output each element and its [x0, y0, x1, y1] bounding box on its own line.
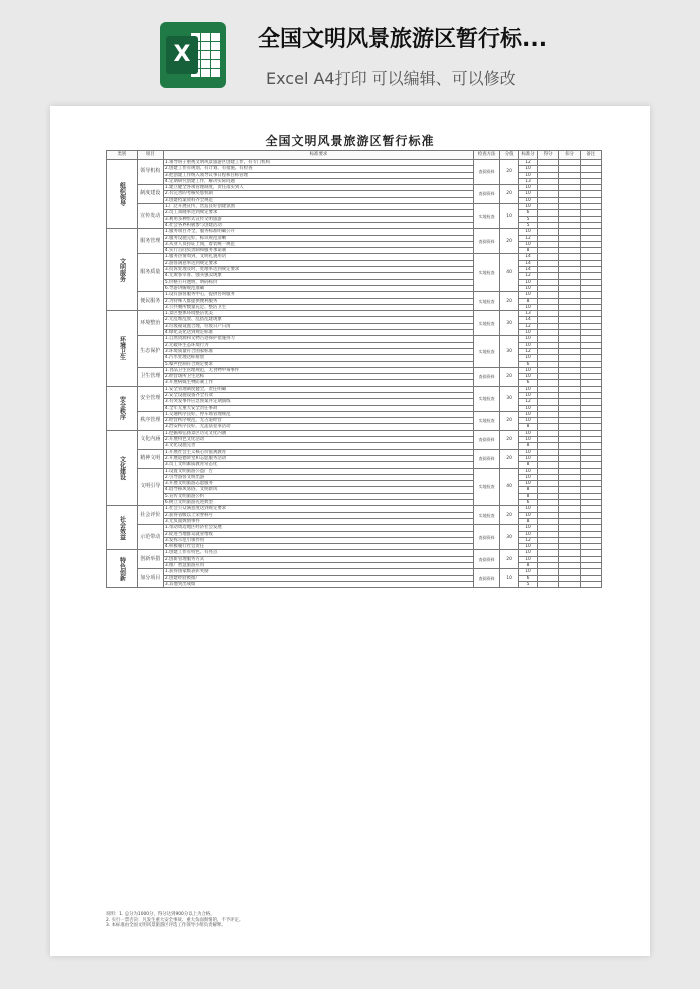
page-header: [0, 0, 700, 100]
requirement-number: 2.: [164, 317, 170, 323]
col-got: 得分: [538, 151, 559, 160]
requirement-text: 挖掘和弘扬景区历史文化内涵: [169, 430, 227, 436]
requirement-text: 服务项目齐全，服务标准明确公开: [169, 229, 235, 235]
requirement-number: 4.: [164, 248, 170, 254]
points-cell: 10: [519, 405, 538, 411]
requirement-text: 全年无重大安全责任事故: [169, 405, 218, 411]
requirement-text: 建立健全各项管理制度，责任落实到人: [169, 185, 244, 191]
requirement-text: 社会各界积极参与创建活动: [169, 222, 222, 228]
requirement-number: 1.: [164, 254, 170, 260]
category-cell: 环境卫生: [107, 311, 138, 387]
requirement-text: 开展病媒生物防制工作: [169, 380, 213, 386]
requirement-number: 3.: [164, 304, 170, 310]
requirement-text: 员工知晓率达到规定要求: [169, 210, 218, 216]
method-cell: 查阅资料: [474, 569, 500, 588]
points-cell: 10: [519, 474, 538, 480]
item-cell: 生态保护: [137, 336, 163, 367]
score-cell: 20: [500, 449, 519, 468]
document-title: 全国文明风景旅游区暂行标准: [265, 134, 435, 148]
points-cell: 10: [519, 386, 538, 392]
requirement-number: 2.: [164, 166, 170, 172]
requirement-text: 促进当地群众就业增收: [169, 531, 213, 537]
requirement-text: 积极履行社会责任: [169, 544, 205, 550]
points-cell: 10: [519, 229, 538, 235]
requirement-number: 3.: [164, 323, 170, 329]
score-cell: 30: [500, 525, 519, 550]
points-cell: 10: [519, 506, 538, 512]
method-cell: 查阅资料: [474, 367, 500, 386]
method-cell: 查阅资料: [474, 449, 500, 468]
requirement-text: 领导班子重视文明风景旅游区创建工作，有专门机构: [169, 160, 271, 165]
requirement-number: 2.: [164, 374, 170, 380]
requirement-number: 1.: [164, 430, 170, 436]
col-score: 分值: [500, 151, 519, 160]
category-cell: 文化建设: [107, 430, 138, 506]
requirement-text: 垃圾箱设置合理，垃圾日产日清: [169, 323, 231, 329]
requirement-text: 经营秩序规范，无占道经营: [169, 418, 222, 424]
requirement-text: 治安秩序良好，无违法犯罪活动: [169, 424, 231, 430]
requirement-text: 带动周边地区经济社会发展: [169, 525, 222, 531]
table-body: [107, 160, 602, 588]
score-cell: 20: [500, 185, 519, 204]
requirement-text: 引导游客文明出游: [169, 474, 205, 480]
requirement-text: 噪声控制符合规定要求: [169, 361, 213, 367]
points-cell: 10: [519, 437, 538, 443]
points-cell: 10: [519, 468, 538, 474]
requirement-number: 4.: [164, 405, 170, 411]
points-cell: 6: [519, 380, 538, 386]
got-cell[interactable]: [538, 581, 559, 587]
points-cell: 10: [519, 374, 538, 380]
requirement-number: 3.: [164, 216, 170, 222]
score-cell: 40: [500, 254, 519, 292]
points-cell: 12: [519, 323, 538, 329]
col-category: 类别: [107, 151, 138, 160]
requirement-number: 6.: [164, 500, 170, 506]
item-cell: 精神文明: [137, 449, 163, 468]
requirement-number: 3.: [164, 348, 170, 354]
requirement-number: 2.: [164, 342, 170, 348]
requirement-number: 1.: [164, 185, 170, 191]
points-cell: 10: [519, 512, 538, 518]
points-cell: 8: [519, 462, 538, 468]
requirement-text: 利用多种形式宣传文明旅游: [169, 216, 222, 222]
requirement-number: 6.: [164, 285, 170, 291]
score-cell: 40: [500, 468, 519, 506]
requirement-number: 5.: [164, 361, 170, 367]
requirement-number: 3.: [164, 563, 170, 568]
requirement-number: 1.: [164, 160, 170, 165]
requirement-text: 文化设施完善: [169, 443, 196, 449]
table-header-row: [107, 151, 602, 160]
points-cell: 10: [519, 285, 538, 291]
points-cell: 8: [519, 298, 538, 304]
requirement-number: 5.: [164, 279, 170, 285]
points-cell: 10: [519, 355, 538, 361]
requirement-number: 1.: [164, 204, 170, 210]
requirement-text: 树立文明旅游先进典型: [169, 500, 213, 506]
requirement-number: 2.: [164, 474, 170, 480]
requirement-text: 投诉处理及时，处理率达到规定要求: [169, 267, 240, 273]
standards-table: [106, 150, 602, 588]
item-cell: 安全管理: [137, 386, 163, 411]
method-cell: 实地检查: [474, 336, 500, 367]
requirement-text: 广泛开展宣传，营造良好创建氛围: [169, 204, 235, 210]
method-cell: 实地检查: [474, 506, 500, 525]
points-cell: 14: [519, 260, 538, 266]
points-cell: 10: [519, 392, 538, 398]
requirement-text: 污水处理达标排放: [169, 355, 205, 361]
points-cell: 12: [519, 273, 538, 279]
points-cell: 12: [519, 348, 538, 354]
points-cell: 10: [519, 197, 538, 203]
requirement-text: 社会公众满意度达到规定要求: [169, 506, 227, 512]
points-cell: 12: [519, 235, 538, 241]
requirement-number: 2.: [164, 531, 170, 537]
footnote-line: 2. 实行一票否决：凡发生重大安全事故、重大负面舆情的，不予评定。: [106, 917, 244, 923]
requirement-number: 3.: [164, 537, 170, 543]
requirement-number: 2.: [164, 512, 170, 518]
points-cell: 5: [519, 216, 538, 222]
requirement-number: 1.: [164, 569, 170, 575]
requirement-number: 1.: [164, 468, 170, 474]
points-cell: 10: [519, 449, 538, 455]
note-cell[interactable]: [580, 581, 601, 587]
col-standard-score: 标准分: [519, 151, 538, 160]
requirement-number: 2.: [164, 556, 170, 562]
method-cell: 查阅资料: [474, 229, 500, 254]
requirement-number: 4.: [164, 487, 170, 493]
points-cell: 8: [519, 487, 538, 493]
requirement-number: 1.: [164, 525, 170, 531]
item-cell: 文化内涵: [137, 430, 163, 449]
requirement-text: 倡导移风易俗、文明新风: [169, 487, 218, 493]
points-cell: 5: [519, 581, 538, 587]
requirement-cell: [163, 581, 473, 587]
requirement-number: 1.: [164, 367, 170, 373]
points-cell: 10: [519, 525, 538, 531]
points-cell: 6: [519, 361, 538, 367]
requirement-text: 员工文明素质教育常态化: [169, 462, 218, 468]
requirement-text: 服务热情周到，文明礼貌用语: [169, 254, 227, 260]
requirement-number: 2.: [164, 392, 170, 398]
requirement-number: 4.: [164, 330, 170, 336]
score-cell: 20: [500, 506, 519, 525]
requirement-number: 1.: [164, 336, 170, 342]
category-cell: 组织领导: [107, 160, 138, 229]
requirement-number: 1.: [164, 550, 170, 556]
requirement-number: 4.: [164, 544, 170, 550]
points-cell: 10: [519, 481, 538, 487]
points-cell: 10: [519, 455, 538, 461]
points-cell: 6: [519, 500, 538, 506]
requirement-text: 创建经验被推广: [169, 575, 200, 581]
item-cell: 卫生管理: [137, 367, 163, 386]
requirement-number: 4.: [164, 355, 170, 361]
points-cell: 6: [519, 575, 538, 581]
deduct-cell[interactable]: [559, 581, 580, 587]
method-cell: 查阅资料: [474, 185, 500, 204]
requirement-number: 1.: [164, 411, 170, 417]
requirement-text: 从业人员持证上岗，着装统一规范: [169, 241, 235, 247]
requirement-text: 设置文明旅游公益广告: [169, 468, 213, 474]
requirement-text: 把创建工作纳入领导议事日程和目标管理: [169, 172, 249, 178]
requirement-text: 无欺客宰客、强买强卖现象: [169, 273, 222, 279]
method-cell: 查阅资料: [474, 525, 500, 550]
requirement-number: 3.: [164, 172, 170, 178]
requirement-number: 2.: [164, 191, 170, 197]
score-cell: 20: [500, 160, 519, 185]
item-cell: 秩序管理: [137, 411, 163, 430]
method-cell: 查阅资料: [474, 160, 500, 185]
requirement-text: 无乱堆乱放、乱搭乱建现象: [169, 317, 222, 323]
item-cell: 环境整治: [137, 311, 163, 336]
requirement-text: 开展道德讲堂和志愿服务活动: [169, 455, 227, 461]
col-deduct: 扣分: [559, 151, 580, 160]
footnote-line: 说明：1. 总分为1000分，得分达到900分以上为合格。: [106, 912, 215, 917]
score-cell: 20: [500, 430, 519, 449]
requirement-text: 有突发事件应急预案并定期演练: [169, 399, 231, 405]
table-row: [107, 581, 602, 587]
points-cell: 10: [519, 342, 538, 348]
score-cell: 30: [500, 311, 519, 336]
requirement-number: 3.: [164, 241, 170, 247]
points-cell: 12: [519, 537, 538, 543]
points-cell: 8: [519, 248, 538, 254]
col-requirement: 标准要求: [163, 151, 473, 160]
method-cell: 实地检查: [474, 254, 500, 292]
requirement-text: 获得省级以上荣誉称号: [169, 512, 213, 518]
requirement-number: 2.: [164, 575, 170, 581]
requirement-text: 推广智慧旅游应用: [169, 563, 205, 568]
points-cell: 8: [519, 518, 538, 524]
method-cell: 查阅资料: [474, 550, 500, 569]
method-cell: 查阅资料: [474, 430, 500, 449]
requirement-number: 4.: [164, 178, 170, 184]
points-cell: 13: [519, 311, 538, 317]
requirement-number: 5.: [164, 493, 170, 499]
requirement-text: 开展文明旅游志愿服务: [169, 481, 213, 487]
requirement-number: 3.: [164, 518, 170, 524]
points-cell: 10: [519, 304, 538, 310]
score-cell: 20: [500, 229, 519, 254]
points-cell: 10: [519, 569, 538, 575]
requirement-text: 环境质量符合国家标准: [169, 348, 213, 354]
item-cell: 示范带动: [137, 525, 163, 550]
requirement-number: 4.: [164, 222, 170, 228]
requirement-number: 3.: [164, 462, 170, 468]
category-cell: 文明服务: [107, 229, 138, 311]
requirement-number: 3.: [164, 481, 170, 487]
score-cell: 30: [500, 386, 519, 411]
category-cell: 特色创新: [107, 550, 138, 588]
points-cell: 10: [519, 550, 538, 556]
score-cell: 10: [500, 569, 519, 588]
points-cell: 10: [519, 292, 538, 298]
requirement-text: 创建工作有规划、有计划、有措施、有检查: [169, 166, 253, 172]
requirement-text: 开展社会主义核心价值观教育: [169, 449, 227, 455]
requirement-text: 绿化美化达到规定标准: [169, 330, 213, 336]
points-cell: 10: [519, 241, 538, 247]
requirement-number: 3.: [164, 267, 170, 273]
item-cell: 服务管理: [137, 229, 163, 254]
requirement-number: 1.: [164, 292, 170, 298]
points-cell: 10: [519, 544, 538, 550]
col-item: 项目: [137, 151, 163, 160]
excel-icon: [160, 22, 226, 88]
method-cell: 实地检查: [474, 204, 500, 229]
points-cell: 10: [519, 336, 538, 342]
points-cell: 5: [519, 222, 538, 228]
item-cell: 制度建设: [137, 185, 163, 204]
requirement-text: 宣传文明旅游公约: [169, 493, 205, 499]
requirement-text: 有完善的考核奖惩机制: [169, 191, 213, 197]
item-cell: 文明引导: [137, 468, 163, 506]
requirement-number: 2.: [164, 298, 170, 304]
points-cell: 10: [519, 411, 538, 417]
points-cell: 10: [519, 367, 538, 373]
points-cell: 10: [519, 185, 538, 191]
requirement-number: 3.: [164, 581, 170, 587]
requirement-text: 安全设施设备齐全有效: [169, 392, 213, 398]
points-cell: 10: [519, 166, 538, 172]
method-cell: 实地检查: [474, 311, 500, 336]
method-cell: 实地检查: [474, 292, 500, 311]
requirement-number: 1.: [164, 449, 170, 455]
requirement-text: 发挥示范引领作用: [169, 537, 205, 543]
footnote-line: 3. 本标准由全国文明风景旅游区评选工作领导小组负责解释。: [106, 923, 226, 928]
requirement-text: 价格公开透明，明码标价: [169, 279, 218, 285]
points-cell: 14: [519, 254, 538, 260]
col-note: 备注: [580, 151, 601, 160]
requirement-text: 创建工作有特色、有亮点: [169, 550, 218, 556]
requirement-text: 导游讲解规范准确: [169, 285, 205, 291]
requirement-number: 3.: [164, 380, 170, 386]
points-cell: 10: [519, 172, 538, 178]
points-cell: 8: [519, 424, 538, 430]
requirement-text: 实行首问负责制和服务承诺制: [169, 248, 227, 254]
requirement-text: 交通秩序良好，停车场管理规范: [169, 411, 231, 417]
requirement-number: 2.: [164, 260, 170, 266]
points-cell: 13: [519, 178, 538, 184]
requirement-number: 3.: [164, 399, 170, 405]
requirement-number: 1.: [164, 506, 170, 512]
score-cell: 30: [500, 336, 519, 367]
requirement-text: 创新管理服务方式: [169, 556, 205, 562]
category-cell: 安全秩序: [107, 386, 138, 430]
requirement-number: 3.: [164, 443, 170, 449]
requirement-number: 2.: [164, 418, 170, 424]
requirement-text: 开展特色文化活动: [169, 437, 205, 443]
points-cell: 10: [519, 191, 538, 197]
points-cell: 8: [519, 493, 538, 499]
requirement-text: 其他突出成绩: [169, 581, 196, 587]
points-cell: 10: [519, 531, 538, 537]
requirement-text: 安全管理制度健全，责任明确: [169, 386, 227, 392]
requirement-number: 2.: [164, 210, 170, 216]
points-cell: 12: [519, 399, 538, 405]
requirement-number: 3.: [164, 197, 170, 203]
points-cell: 14: [519, 267, 538, 273]
requirement-text: 游客满意率达到规定要求: [169, 260, 218, 266]
points-cell: 8: [519, 563, 538, 569]
requirement-text: 景区整体环境整洁优美: [169, 311, 213, 317]
requirement-text: 无负面舆情事件: [169, 518, 200, 524]
points-cell: 10: [519, 279, 538, 285]
points-cell: 6: [519, 210, 538, 216]
score-cell: 20: [500, 292, 519, 311]
points-cell: 12: [519, 160, 538, 166]
points-cell: 10: [519, 430, 538, 436]
points-cell: 14: [519, 317, 538, 323]
item-cell: 创新举措: [137, 550, 163, 569]
requirement-number: 2.: [164, 235, 170, 241]
requirement-text: 设有游客服务中心，提供咨询服务: [169, 292, 235, 298]
points-cell: 10: [519, 330, 538, 336]
requirement-text: 食品卫生管理规范，无食物中毒事件: [169, 367, 240, 373]
points-cell: 10: [519, 204, 538, 210]
method-cell: 实地检查: [474, 468, 500, 506]
method-cell: 实地检查: [474, 386, 500, 411]
item-cell: 便民服务: [137, 292, 163, 311]
score-cell: 20: [500, 367, 519, 386]
footnotes: [106, 912, 602, 929]
requirement-text: 创建档案资料齐全规范: [169, 197, 213, 203]
requirement-number: 1.: [164, 229, 170, 235]
points-cell: 10: [519, 418, 538, 424]
requirement-number: 2.: [164, 455, 170, 461]
template-subtitle: Excel A4打印 可以编辑、可以修改: [266, 69, 516, 88]
requirement-number: 4.: [164, 273, 170, 279]
points-cell: 10: [519, 556, 538, 562]
item-cell: 宣传发动: [137, 204, 163, 229]
method-cell: 实地检查: [474, 411, 500, 430]
item-cell: 领导机构: [137, 160, 163, 185]
requirement-number: 3.: [164, 424, 170, 430]
item-cell: 加分项目: [137, 569, 163, 588]
points-cell: 8: [519, 443, 538, 449]
requirement-text: 定期研究创建工作，解决实际问题: [169, 178, 235, 184]
item-cell: 社会评价: [137, 506, 163, 525]
score-cell: 20: [500, 550, 519, 569]
requirement-number: 1.: [164, 311, 170, 317]
requirement-number: 2.: [164, 437, 170, 443]
requirement-text: 无破坏生态环境行为: [169, 342, 209, 348]
score-cell: 10: [500, 204, 519, 229]
requirement-text: 获得国家级表彰奖励: [169, 569, 209, 575]
item-cell: 服务质量: [137, 254, 163, 292]
requirement-text: 经营场所卫生达标: [169, 374, 205, 380]
category-cell: 社会效益: [107, 506, 138, 550]
template-title: 全国文明风景旅游区暂行标...: [258, 27, 548, 52]
excel-x-badge: X: [166, 36, 198, 74]
score-cell: 20: [500, 411, 519, 430]
requirement-text: 自然资源和文物古迹保护措施得力: [169, 336, 235, 342]
requirement-number: 1.: [164, 386, 170, 392]
col-method: 检查方法: [474, 151, 500, 160]
requirement-text: 为特殊人群提供便利服务: [169, 298, 218, 304]
requirement-text: 服务设施完好，标识规范清晰: [169, 235, 227, 241]
requirement-text: 公共厕所数量充足、整洁卫生: [169, 304, 227, 310]
